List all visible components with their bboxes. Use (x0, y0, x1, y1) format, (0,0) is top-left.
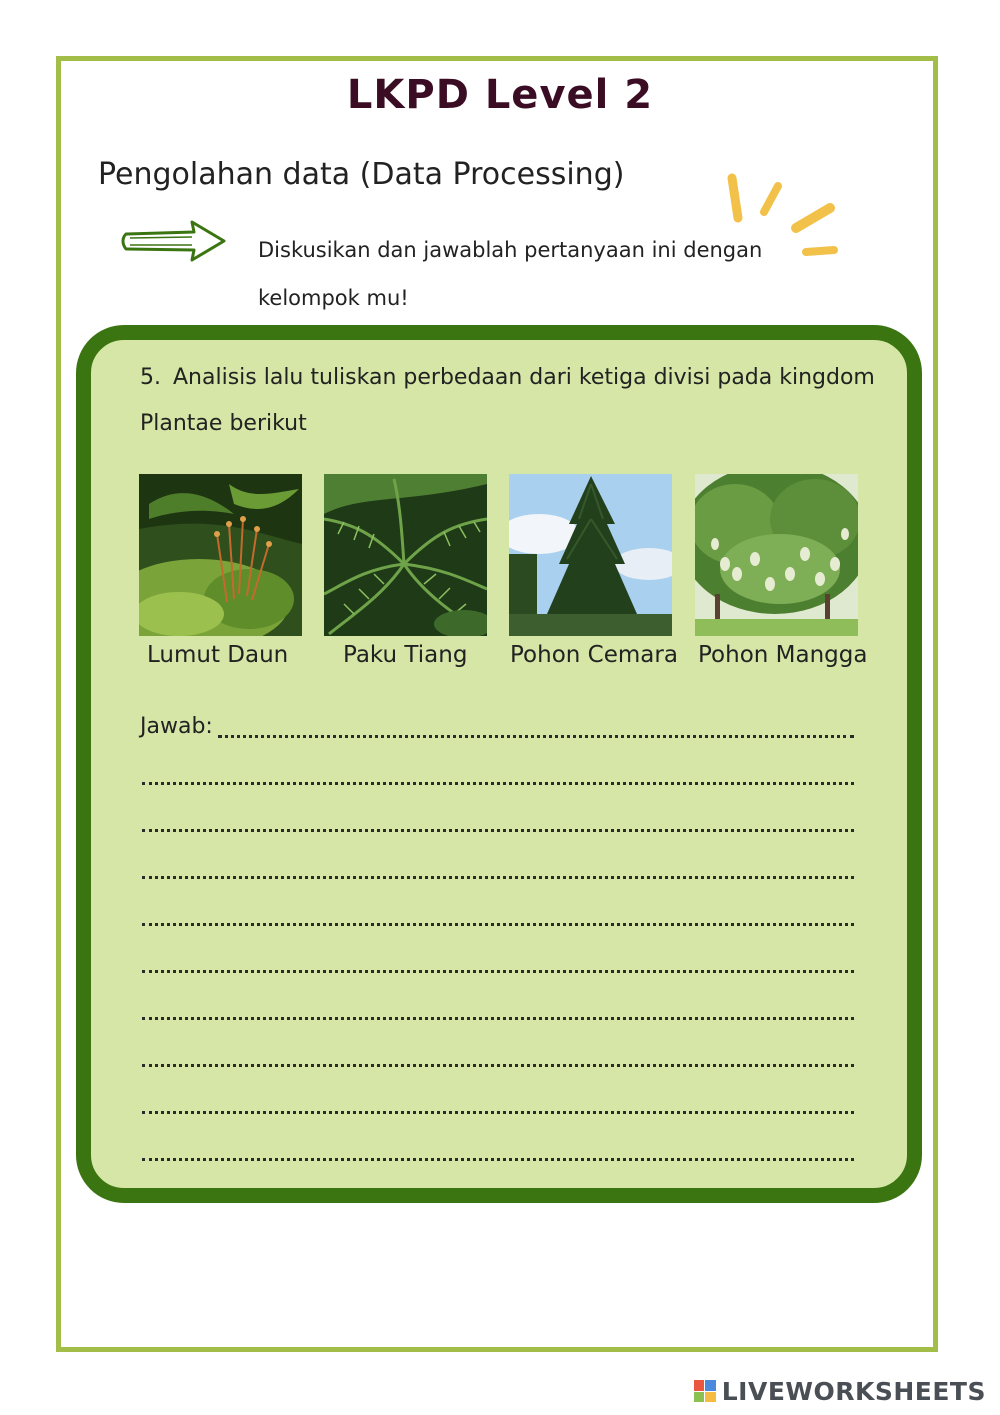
question-number: 5. (140, 365, 161, 390)
arrow-right-icon (120, 218, 230, 264)
image-caption: Pohon Cemara (510, 642, 678, 668)
logo-icon (694, 1380, 716, 1402)
question-text (140, 355, 880, 447)
answer-line[interactable] (142, 1158, 854, 1161)
moss-image (139, 474, 302, 636)
answer-label: Jawab: (140, 714, 213, 739)
liveworksheets-logo[interactable] (694, 1376, 986, 1406)
pine-tree-image (509, 474, 672, 636)
page-title: LKPD Level 2 (346, 72, 654, 118)
answer-line[interactable] (142, 970, 854, 973)
image-caption: Pohon Mangga (698, 642, 868, 668)
mango-tree-image (695, 474, 858, 636)
fern-image (324, 474, 487, 636)
answer-line[interactable] (218, 735, 854, 738)
answer-line[interactable] (142, 876, 854, 879)
answer-line[interactable] (142, 1111, 854, 1114)
answer-line[interactable] (142, 923, 854, 926)
sparkle-rays-icon (718, 168, 848, 268)
image-caption: Paku Tiang (343, 642, 468, 668)
logo-text: LIVEWORKSHEETS (721, 1376, 986, 1406)
instruction-text: Diskusikan dan jawablah pertanyaan ini dengan kelompok mu! (258, 238, 763, 310)
answer-line[interactable] (142, 1017, 854, 1020)
answer-line[interactable] (142, 782, 854, 785)
question-body: Analisis lalu tuliskan perbedaan dari ketiga divisi pada kingdom Plantae berikut (140, 365, 875, 436)
image-caption: Lumut Daun (147, 642, 289, 668)
answer-line[interactable] (142, 829, 854, 832)
section-subtitle: Pengolahan data (Data Processing) (98, 157, 625, 192)
question-panel (76, 325, 922, 1203)
answer-line[interactable] (142, 1064, 854, 1067)
